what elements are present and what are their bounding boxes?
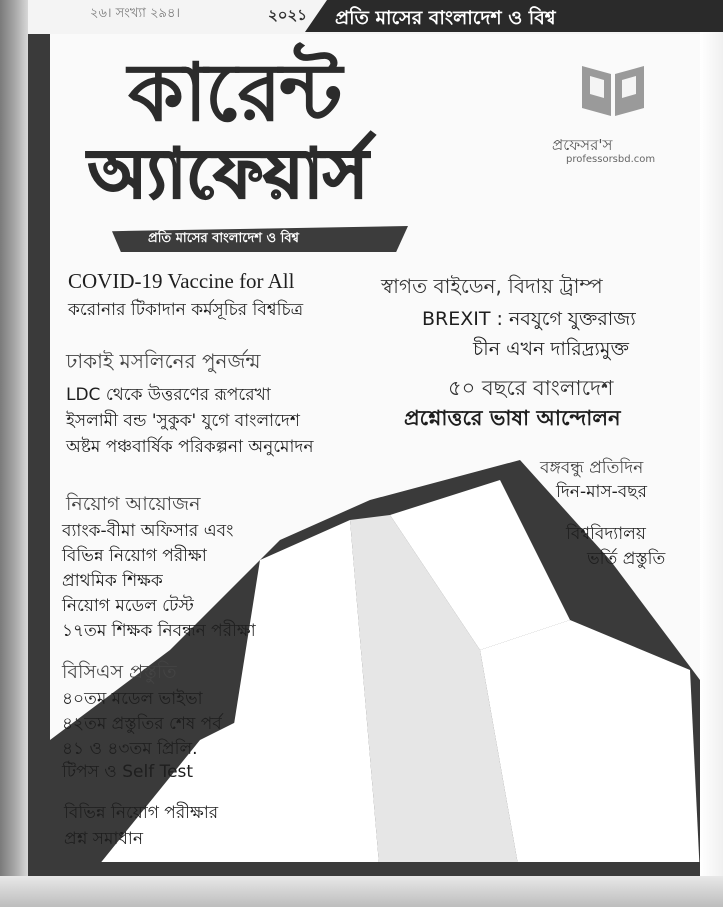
- bcs-item: টিপস ও Self Test: [62, 762, 194, 782]
- recruit-item: ব্যাংক-বীমা অফিসার এবং: [62, 521, 234, 541]
- plan-item: অষ্টম পঞ্চবার্ষিক পরিকল্পনা অনুমোদন: [66, 437, 314, 457]
- issue-year: ২০২১: [268, 6, 307, 24]
- scan-edge-left: [0, 0, 28, 907]
- bcs-item: ৪২তম প্রস্তুতির শেষ পর্ব: [62, 714, 222, 734]
- masthead-line-1: কারেন্ট: [128, 45, 341, 139]
- recruit-item: নিয়োগ মডেল টেস্ট: [62, 596, 194, 616]
- scan-edge-bottom: [0, 876, 723, 907]
- bcs-item: ৪০তম মডেল ভাইভা: [62, 689, 203, 709]
- ldc-item: LDC থেকে উত্তরণের রূপরেখা: [66, 385, 271, 405]
- covid-subtitle: করোনার টিকাদান কর্মসূচির বিশ্বচিত্র: [68, 300, 304, 320]
- scan-edge-right: [700, 0, 723, 907]
- muslin-heading: ঢাকাই মসলিনের পুনর্জন্ম: [66, 349, 261, 373]
- university-sub: ভর্তি প্রস্তুতি: [587, 549, 666, 569]
- issue-number: ২৬। সংখ্যা ২৯৪।: [90, 6, 181, 21]
- recruit-item: বিভিন্ন নিয়োগ পরীক্ষা: [62, 546, 207, 566]
- publisher-url: professorsbd.com: [566, 154, 656, 165]
- covid-title: COVID-19 Vaccine for All: [68, 269, 295, 293]
- question-solve-line-1: বিভিন্ন নিয়োগ পরীক্ষার: [64, 803, 219, 823]
- recruit-heading: নিয়োগ আয়োজন: [66, 493, 201, 515]
- book-logo-icon: [578, 58, 648, 118]
- masthead-ribbon-text: প্রতি মাসের বাংলাদেশ ও বিশ্ব: [148, 231, 299, 246]
- brexit-heading: BREXIT : নবযুগে যুক্তরাজ্য: [422, 308, 636, 330]
- fifty-years-heading: ৫০ বছরে বাংলাদেশ: [448, 376, 614, 400]
- china-heading: চীন এখন দারিদ্র্যমুক্ত: [473, 338, 629, 360]
- question-solve-line-2: প্রশ্ন সমাধান: [64, 829, 143, 849]
- bcs-item: ৪১ ও ৪৩তম প্রিলি.: [62, 739, 198, 759]
- top-banner-tagline: প্রতি মাসের বাংলাদেশ ও বিশ্ব: [335, 7, 556, 29]
- biden-heading: স্বাগত বাইডেন, বিদায় ট্রাম্প: [381, 274, 603, 298]
- language-movement-heading: প্রশ্নোত্তরে ভাষা আন্দোলন: [404, 406, 621, 430]
- bangabandhu-heading: বঙ্গবন্ধু প্রতিদিন: [540, 458, 644, 478]
- sukuk-item: ইসলামী বন্ড 'সুকুক' যুগে বাংলাদেশ: [66, 411, 300, 431]
- bangabandhu-sub: দিন-মাস-বছর: [556, 482, 647, 502]
- university-heading: বিশ্ববিদ্যালয়: [566, 524, 646, 544]
- recruit-item: প্রাথমিক শিক্ষক: [62, 571, 163, 591]
- recruit-item: ১৭তম শিক্ষক নিবন্ধন পরীক্ষা: [62, 621, 256, 641]
- publisher-name: প্রফেসর'স: [552, 136, 613, 154]
- masthead-line-2: অ্যাফেয়ার্স: [88, 134, 369, 214]
- bcs-heading: বিসিএস প্রস্তুতি: [62, 661, 177, 683]
